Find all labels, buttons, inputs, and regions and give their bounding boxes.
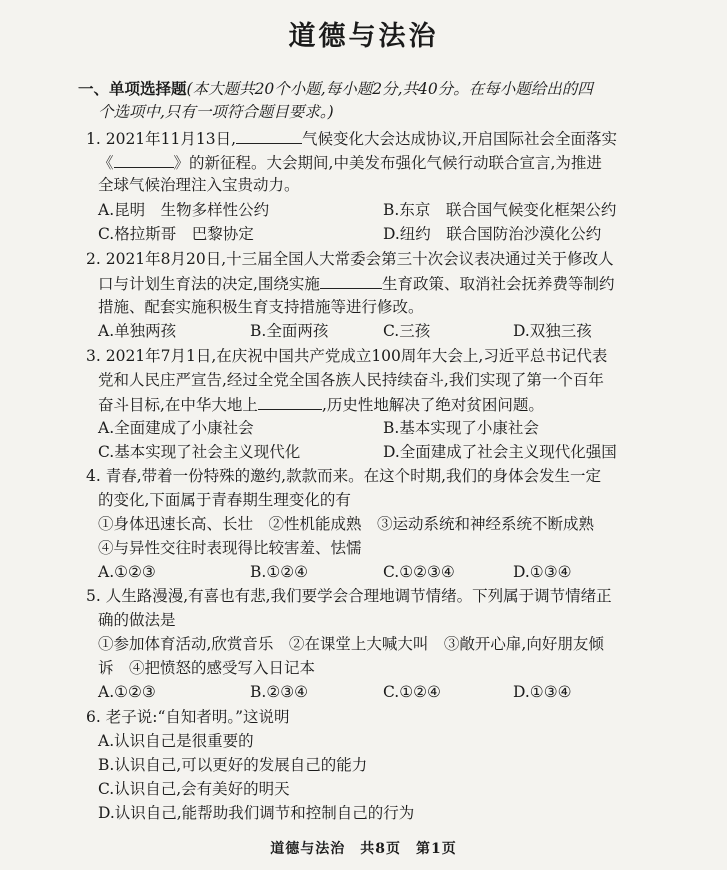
q5-option-c: C.①②④ — [383, 683, 441, 701]
q3-blank — [258, 393, 322, 410]
question-2-line-2 — [98, 272, 614, 295]
q5-option-b: B.②③④ — [250, 683, 309, 701]
question-6-line-1: 6. 老子说:“自知者明。”这说明 — [86, 708, 290, 726]
q4-option-a: A.①②③ — [98, 563, 156, 581]
q5-option-a: A.①②③ — [98, 683, 156, 701]
section-title: 一、单项选择题 — [78, 79, 187, 98]
q4-option-d: D.①③④ — [513, 563, 572, 581]
q2-blank — [320, 272, 382, 289]
question-5-line-2: 确的做法是 — [98, 611, 176, 629]
question-2-line-3: 措施、配套实施积极生育支持措施等进行修改。 — [98, 298, 424, 316]
q3-option-b: B.基本实现了小康社会 — [383, 419, 539, 437]
question-2-line-1: 2. 2021年8月20日,十三届全国人大常委会第三十次会议表决通过关于修改人 — [86, 250, 614, 268]
question-4-line-4: ④与异性交往时表现得比较害羞、怯懦 — [98, 539, 362, 557]
q3-text-c: 奋斗目标,在中华大地上 — [98, 396, 258, 414]
q4-option-c: C.①②③④ — [383, 563, 455, 581]
q6-option-b: B.认识自己,可以更好的发展自己的能力 — [98, 756, 368, 774]
q1-text-b: 气候变化大会达成协议,开启国际社会全面落实 — [302, 130, 617, 148]
q2-option-c: C.三孩 — [383, 322, 431, 340]
question-3-line-1: 3. 2021年7月1日,在庆祝中国共产党成立100周年大会上,习近平总书记代表 — [86, 347, 608, 365]
q1-option-b: B.东京 联合国气候变化框架公约 — [383, 201, 617, 219]
section-note-line1: (本大题共20个小题,每小题2分,共40分。在每小题给出的四 — [186, 80, 593, 98]
question-4-line-2: 的变化,下面属于青春期生理变化的有 — [98, 491, 351, 509]
q1-option-c: C.格拉斯哥 巴黎协定 — [98, 225, 254, 243]
q4-option-b: B.①②④ — [250, 563, 309, 581]
question-1-line-2 — [98, 151, 602, 174]
section-note-line2: 个选项中,只有一项符合题目要求。) — [98, 103, 334, 121]
question-5-line-1: 5. 人生路漫漫,有喜也有悲,我们要学会合理地调节情绪。下列属于调节情绪正 — [86, 587, 612, 605]
q1-blank-2 — [114, 151, 174, 168]
q1-blank-1 — [236, 127, 302, 144]
q6-option-c: C.认识自己,会有美好的明天 — [98, 780, 290, 798]
q2-option-b: B.全面两孩 — [250, 322, 329, 340]
question-4-line-1: 4. 青春,带着一份特殊的邀约,款款而来。在这个时期,我们的身体会发生一定 — [86, 467, 601, 485]
section-heading — [78, 78, 593, 100]
question-5-line-3: ①参加体育活动,欣赏音乐 ②在课堂上大喊大叫 ③敞开心扉,向好朋友倾 — [98, 635, 604, 653]
question-3-line-2: 党和人民庄严宣告,经过全党全国各族人民持续奋斗,我们实现了第一个百年 — [98, 371, 604, 389]
q1-text-a: 1. 2021年11月13日, — [86, 130, 237, 148]
q1-text-d: 》的新征程。大会期间,中美发布强化气候行动联合宣言,为推进 — [173, 154, 602, 172]
question-4-line-3: ①身体迅速长高、长壮 ②性机能成熟 ③运动系统和神经系统不断成熟 — [98, 515, 595, 533]
q6-option-d: D.认识自己,能帮助我们调节和控制自己的行为 — [98, 804, 415, 822]
q3-option-d: D.全面建成了社会主义现代化强国 — [383, 443, 617, 461]
question-5-line-4: 诉 ④把愤怒的感受写入日记本 — [98, 659, 316, 677]
question-3-line-3 — [98, 393, 544, 416]
question-1-line-3: 全球气候治理注入宝贵动力。 — [98, 176, 300, 194]
page-title: 道德与法治 — [288, 21, 439, 52]
q1-text-c: 《 — [98, 154, 114, 172]
q3-option-c: C.基本实现了社会主义现代化 — [98, 443, 301, 461]
q1-option-a: A.昆明 生物多样性公约 — [98, 201, 270, 219]
q3-option-a: A.全面建成了小康社会 — [98, 419, 254, 437]
q2-text-b: 口与计划生育法的决定,围绕实施 — [98, 275, 320, 293]
page-footer: 道德与法治 共8页 第1页 — [270, 841, 457, 857]
q1-option-d: D.纽约 联合国防治沙漠化公约 — [383, 225, 602, 243]
q2-text-c: 生育政策、取消社会抚养费等制约 — [381, 275, 615, 293]
q2-option-d: D.双独三孩 — [513, 322, 592, 340]
question-1-line-1 — [86, 127, 617, 150]
q2-option-a: A.单独两孩 — [98, 322, 177, 340]
q6-option-a: A.认识自己是很重要的 — [98, 732, 254, 750]
q3-text-d: ,历史性地解决了绝对贫困问题。 — [321, 396, 544, 414]
q5-option-d: D.①③④ — [513, 683, 572, 701]
